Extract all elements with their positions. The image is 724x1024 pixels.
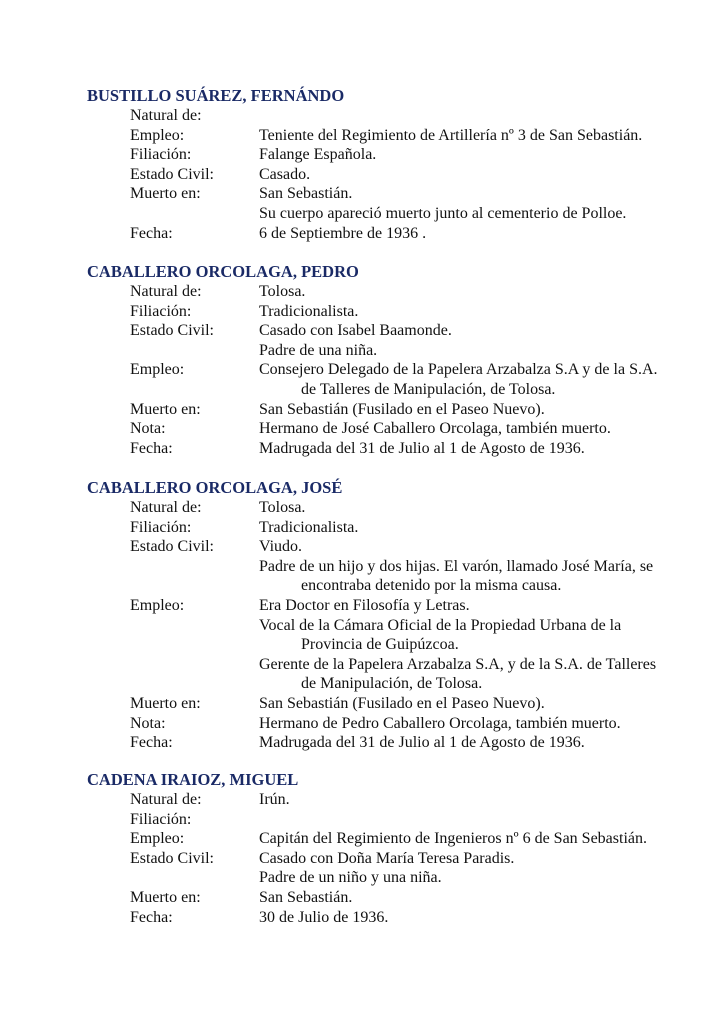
field-label: Fecha: [130,224,173,242]
entry-name: CADENA IRAIOZ, MIGUEL [87,770,299,789]
field-label: Estado Civil: [130,849,214,867]
field-label: Muerto en: [130,695,201,712]
field-label: Empleo: [130,126,185,144]
field-label: Natural de: [130,791,202,808]
entry-field-row [0,518,724,538]
entry-name: CABALLERO ORCOLAGA, JOSÉ [87,478,343,497]
entry-field-row [0,184,724,204]
entry-field-row [0,537,724,557]
field-value: de Talleres de Manipulación, de Tolosa. [301,381,556,398]
field-label: Nota: [130,714,166,732]
entry-field-row [0,714,724,734]
field-value: Padre de un niño y una niña. [259,869,442,887]
entry-name: CABALLERO ORCOLAGA, PEDRO [87,262,359,281]
entry-field-row [0,498,724,518]
entry-field-row [0,321,724,341]
entry-field-row [0,419,724,439]
field-value: Consejero Delegado de la Papelera Arzabalza S.A y de la S.A. [259,361,658,379]
entry-field-row [0,908,724,928]
field-label: Empleo: [130,361,185,379]
field-label: Muerto en: [130,400,201,418]
entry-field-row [0,400,724,420]
field-label: Estado Civil: [130,322,214,340]
entry-field-row [0,224,724,244]
entry-field-row [0,282,724,302]
entry-field-row [0,888,724,908]
field-label: Natural de: [130,283,202,300]
field-value: San Sebastián. [259,185,353,203]
entry-field-row [0,694,724,714]
field-value: Gerente de la Papelera Arzabalza S.A, y de la S.A. de Talleres [259,655,657,673]
field-value: Casado con Doña María Teresa Paradis. [259,849,515,867]
field-value: 6 de Septiembre de 1936 . [259,224,427,242]
field-value: Capitán del Regimiento de Ingenieros nº 6 de San Sebastián. [259,830,647,848]
entry-name: BUSTILLO SUÁREZ, FERNÁNDO [87,86,345,105]
field-value: Falange Española. [259,146,377,164]
field-label: Estado Civil: [130,538,214,556]
field-value: Tolosa. [259,499,306,516]
entry-field-row [0,790,724,810]
field-value: encontraba detenido por la misma causa. [301,577,562,595]
entry-field-row [0,165,724,185]
field-value: Padre de un hijo y dos hijas. El varón, llamado José María, se [259,557,654,575]
field-label: Fecha: [130,734,173,752]
field-value: Hermano de Pedro Caballero Orcolaga, también muerto. [259,714,621,732]
entry-field-row [0,868,724,888]
field-value: Padre de una niña. [259,341,378,359]
field-label: Empleo: [130,597,185,614]
field-value: Viudo. [259,538,303,556]
entry-field-row [0,145,724,165]
field-value: Tolosa. [259,283,306,300]
entry-field-row [0,733,724,753]
field-value: San Sebastián (Fusilado en el Paseo Nuevo). [259,695,545,712]
field-label: Nota: [130,420,166,438]
field-value: Hermano de José Caballero Orcolaga, también muerto. [259,420,611,438]
entry-field-row [0,302,724,322]
entry-field-row [0,341,724,361]
field-label: Empleo: [130,830,185,848]
field-label: Estado Civil: [130,165,214,183]
field-value: Casado con Isabel Baamonde. [259,322,452,340]
entry-field-row [0,596,724,616]
entry-field-row [0,674,724,694]
entry-field-row [0,829,724,849]
entry-field-row [0,380,724,400]
field-label: Fecha: [130,439,173,457]
field-label: Filiación: [130,302,192,320]
field-value: 30 de Julio de 1936. [259,908,389,926]
field-value: Teniente del Regimiento de Artillería nº 3 de San Sebastián. [259,126,643,144]
field-value: Su cuerpo apareció muerto junto al cementerio de Polloe. [259,205,627,222]
field-label: Natural de: [130,107,202,124]
field-value: Madrugada del 31 de Julio al 1 de Agosto de 1936. [259,439,585,457]
field-value: San Sebastián. [259,889,353,906]
field-label: Muerto en: [130,185,201,203]
entry-field-row [0,635,724,655]
field-value: de Manipulación, de Tolosa. [301,675,483,693]
field-value: Casado. [259,165,311,183]
field-value: Tradicionalista. [259,518,359,536]
entry-field-row [0,557,724,577]
entry-field-row [0,126,724,146]
field-label: Fecha: [130,908,173,926]
field-label: Muerto en: [130,889,201,906]
field-value: Irún. [259,791,290,808]
field-label: Natural de: [130,499,202,516]
entry-field-row [0,360,724,380]
field-value: San Sebastián (Fusilado en el Paseo Nuevo). [259,400,545,418]
entry-field-row [0,655,724,675]
field-value: Era Doctor en Filosofía y Letras. [259,597,470,614]
field-value: Provincia de Guipúzcoa. [301,636,459,654]
entry-field-row [0,849,724,869]
field-value: Madrugada del 31 de Julio al 1 de Agosto de 1936. [259,734,585,752]
field-label: Filiación: [130,518,192,536]
entry-field-row [0,616,724,636]
field-value: Tradicionalista. [259,302,359,320]
field-label: Filiación: [130,146,192,164]
field-label: Filiación: [130,810,192,828]
entry-field-row [0,106,724,126]
entry-field-row [0,576,724,596]
entry-field-row [0,810,724,830]
entry-field-row [0,204,724,224]
entry-field-row [0,439,724,459]
field-value: Vocal de la Cámara Oficial de la Propiedad Urbana de la [259,616,622,634]
